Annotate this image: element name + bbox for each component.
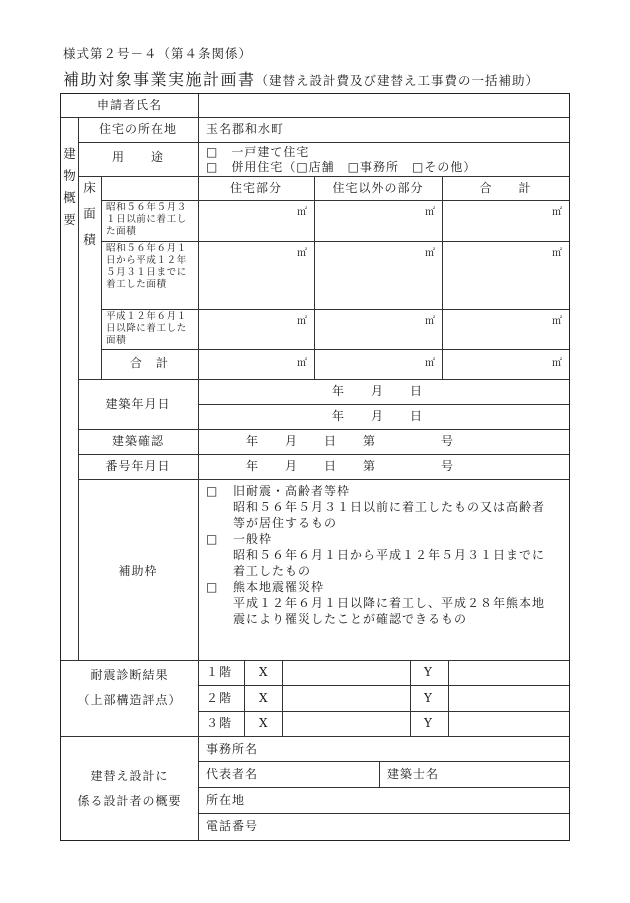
- subsidy-desc-general-2: 着工したもの: [233, 564, 312, 578]
- area-row-label-post-2000: 平成１２年６月１日以降に着工した面積: [106, 311, 187, 346]
- use-option-detached[interactable]: □ 一戸建て住宅: [206, 145, 310, 159]
- unit-label: ㎡: [297, 248, 308, 259]
- subsidy-desc-kumamoto-1: 平成１２年６月１日以降に着工し、平成２８年熊本地: [233, 596, 546, 610]
- construction-date-label: 建築年月日: [105, 397, 171, 411]
- unit-label: ㎡: [552, 316, 563, 327]
- diagnosis-y-label: Y: [424, 665, 433, 679]
- subsidy-desc-old-seismic-2: 等が居住するもの: [233, 516, 338, 530]
- subsidy-checkbox-old-seismic[interactable]: □: [206, 484, 219, 498]
- unit-label: ㎡: [297, 358, 308, 369]
- building-summary-label-2: 物: [63, 168, 76, 183]
- diagnosis-label-1: 耐震診断結果: [90, 668, 169, 682]
- unit-label: ㎡: [425, 248, 436, 259]
- area-row-label-1981-2000: 昭和５６年６月１日から平成１２年５月３１日までに着工した面積: [106, 243, 187, 290]
- subsidy-title-kumamoto: 熊本地震罹災枠: [233, 580, 325, 594]
- form-number: 様式第２号－４（第４条関係）: [63, 46, 253, 61]
- use-option-mixed[interactable]: □ 併用住宅（□店舗 □事務所 □その他）: [206, 160, 477, 174]
- designer-section-label-2: 係る設計者の概要: [77, 794, 182, 808]
- diagnosis-x-label: X: [259, 691, 269, 705]
- col-header-residential: 住宅部分: [229, 181, 282, 195]
- form-table: [60, 93, 570, 841]
- subsidy-category-label: 補助枠: [118, 564, 158, 578]
- col-header-total: 合 計: [479, 181, 532, 195]
- unit-label: ㎡: [425, 316, 436, 327]
- confirmation-number-line-2[interactable]: 年 月 日 第 号: [246, 459, 455, 473]
- applicant-label: 申請者氏名: [96, 98, 162, 112]
- floor-area-label-2: 面: [83, 206, 96, 221]
- construction-date-line-2[interactable]: 年 月 日: [332, 409, 424, 423]
- diagnosis-y-label: Y: [424, 716, 433, 730]
- unit-label: ㎡: [425, 358, 436, 369]
- subsidy-checkbox-general[interactable]: □: [206, 532, 219, 546]
- subsidy-desc-kumamoto-2: 震により罹災したことが確認できるもの: [233, 612, 468, 626]
- subsidy-title-old-seismic: 旧耐震・高齢者等枠: [233, 484, 351, 498]
- diagnosis-label-2: （上部構造評点）: [77, 693, 182, 707]
- address-value[interactable]: 玉名郡和水町: [206, 122, 285, 136]
- subsidy-desc-general-1: 昭和５６年６月１日から平成１２年５月３１日までに: [233, 548, 546, 562]
- subsidy-title-general: 一般枠: [233, 532, 273, 546]
- title-main: 補助対象事業実施計画書: [63, 70, 256, 89]
- building-summary-label-1: 建: [63, 146, 76, 161]
- title-subtitle: （建替え設計費及び建替え工事費の一括補助）: [255, 73, 540, 88]
- diagnosis-x-label: X: [259, 716, 269, 730]
- subsidy-checkbox-kumamoto[interactable]: □: [206, 580, 219, 594]
- use-label: 用 途: [111, 150, 164, 164]
- unit-label: ㎡: [297, 316, 308, 327]
- office-name-label: 事務所名: [206, 742, 259, 756]
- subsidy-desc-old-seismic-1: 昭和５６年５月３１日以前に着工したもの又は高齢者: [233, 500, 546, 514]
- confirmation-label-1: 建築確認: [111, 434, 164, 448]
- unit-label: ㎡: [552, 207, 563, 218]
- representative-label: 代表者名: [206, 767, 259, 781]
- page-title: [63, 67, 539, 90]
- address-label: 住宅の所在地: [98, 122, 177, 136]
- diagnosis-x-label: X: [259, 665, 269, 679]
- unit-label: ㎡: [297, 207, 308, 218]
- floor-area-label-3: 積: [83, 232, 96, 247]
- diagnosis-floor-1: １階: [206, 665, 233, 679]
- col-header-non-residential: 住宅以外の部分: [332, 181, 424, 195]
- phone-number-label: 電話番号: [206, 819, 259, 833]
- building-summary-label-3: 概: [63, 190, 76, 205]
- building-summary-label-4: 要: [63, 212, 76, 227]
- architect-name-label: 建築士名: [387, 767, 440, 781]
- designer-address-label: 所在地: [206, 793, 246, 807]
- area-row-label-pre-1981: 昭和５６年５月３１日以前に着工した面積: [106, 202, 187, 237]
- diagnosis-y-label: Y: [424, 691, 433, 705]
- confirmation-label-2: 番号年月日: [105, 459, 171, 473]
- confirmation-number-line-1[interactable]: 年 月 日 第 号: [246, 434, 455, 448]
- unit-label: ㎡: [552, 358, 563, 369]
- floor-area-label-1: 床: [83, 180, 96, 195]
- designer-section-label-1: 建替え設計に: [90, 769, 169, 783]
- diagnosis-floor-2: ２階: [206, 691, 233, 705]
- unit-label: ㎡: [552, 248, 563, 259]
- construction-date-line-1[interactable]: 年 月 日: [332, 384, 424, 398]
- unit-label: ㎡: [425, 207, 436, 218]
- diagnosis-floor-3: ３階: [206, 716, 233, 730]
- area-row-label-total: 合 計: [129, 356, 169, 370]
